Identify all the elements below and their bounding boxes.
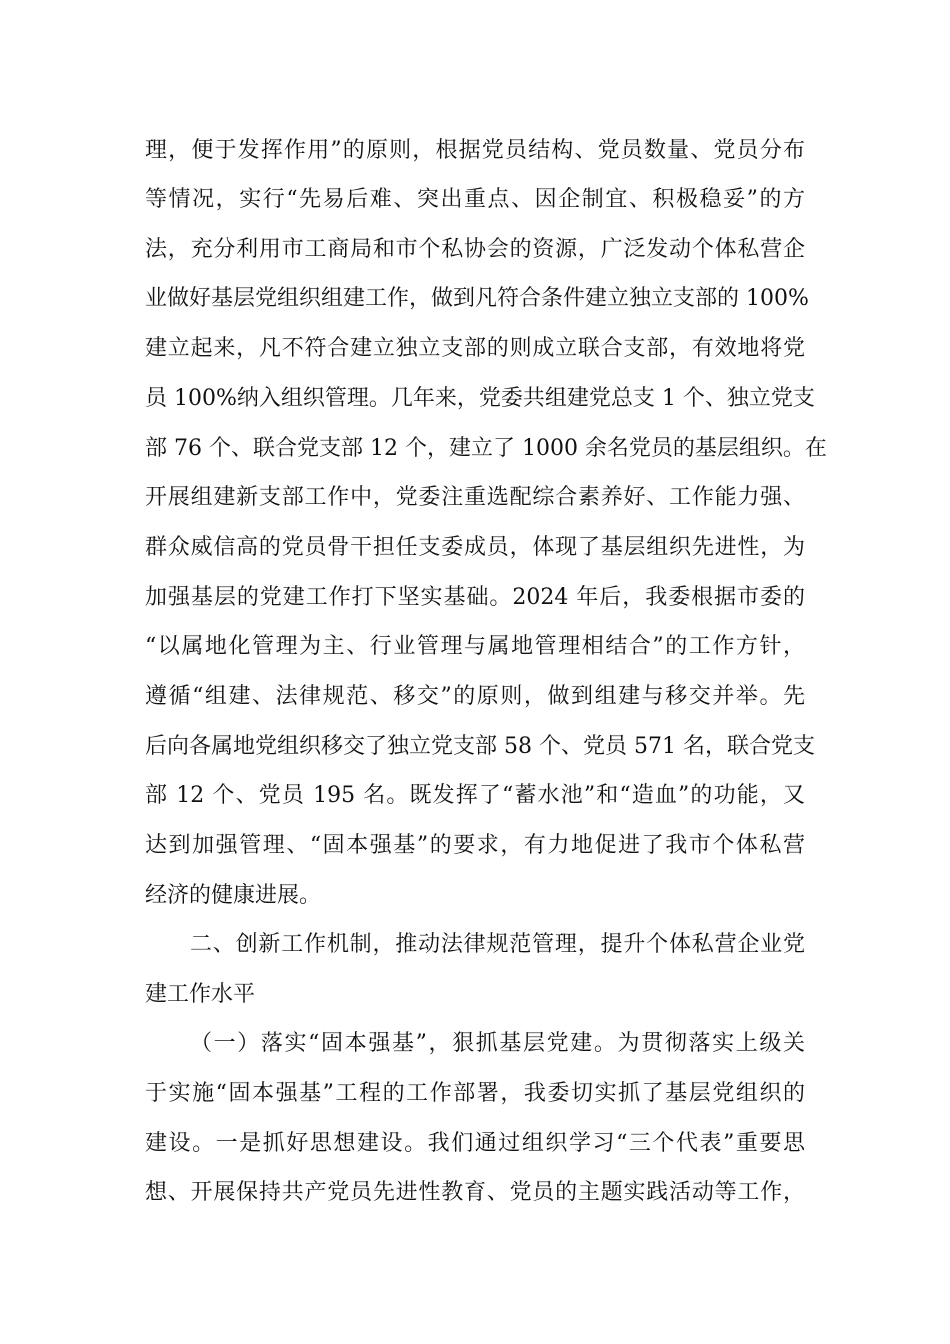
text-line: （一）落实“固本强基”，狠抓基层党建。为贯彻落实上级关 — [190, 1031, 805, 1056]
text-line: 经济的健康进展。 — [145, 883, 322, 908]
text-line: 开展组建新支部工作中，党委注重选配综合素养好、工作能力强、 — [145, 485, 805, 510]
text-line: 群众威信高的党员骨干担任支委成员，体现了基层组织先进性，为 — [145, 535, 805, 560]
text-line: 建立起来，凡不符合建立独立支部的则成立联合支部，有效地将党 — [145, 336, 805, 361]
text-line: 部 12 个、党员 195 名。既发挥了“蓄水池”和“造血”的功能，又 — [145, 783, 805, 808]
section-heading-line: 建工作水平 — [145, 982, 256, 1007]
text-line: 部 76 个、联合党支部 12 个，建立了 1000 余名党员的基层组织。在 — [145, 436, 827, 461]
text-line: 加强基层的党建工作打下坚实基础。2024 年后，我委根据市委的 — [145, 585, 805, 610]
text-line: 员 100%纳入组织管理。几年来，党委共组建党总支 1 个、独立党支 — [145, 386, 815, 411]
text-line: 遵循“组建、法律规范、移交”的原则，做到组建与移交并举。先 — [145, 684, 805, 709]
text-line: 理，便于发挥作用”的原则，根据党员结构、党员数量、党员分布 — [145, 138, 805, 163]
text-line: 等情况，实行“先易后难、突出重点、因企制宜、积极稳妥”的方 — [145, 187, 805, 212]
text-line: 法，充分利用市工商局和市个私协会的资源，广泛发动个体私营企 — [145, 237, 805, 262]
text-line: 于实施“固本强基”工程的工作部署，我委切实抓了基层党组织的 — [145, 1081, 805, 1106]
text-line: 达到加强管理、“固本强基”的要求，有力地促进了我市个体私营 — [145, 833, 805, 858]
text-line: 业做好基层党组织组建工作，做到凡符合条件建立独立支部的 100% — [145, 286, 809, 311]
section-heading-line: 二、创新工作机制，推动法律规范管理，提升个体私营企业党 — [190, 932, 805, 957]
text-line: 想、开展保持共产党员先进性教育、党员的主题实践活动等工作， — [145, 1180, 805, 1205]
text-line: 后向各属地党组织移交了独立党支部 58 个、党员 571 名，联合党支 — [145, 734, 815, 759]
text-line: 建设。一是抓好思想建设。我们通过组织学习“三个代表”重要思 — [145, 1131, 805, 1156]
text-line: “以属地化管理为主、行业管理与属地管理相结合”的工作方针， — [145, 634, 805, 659]
